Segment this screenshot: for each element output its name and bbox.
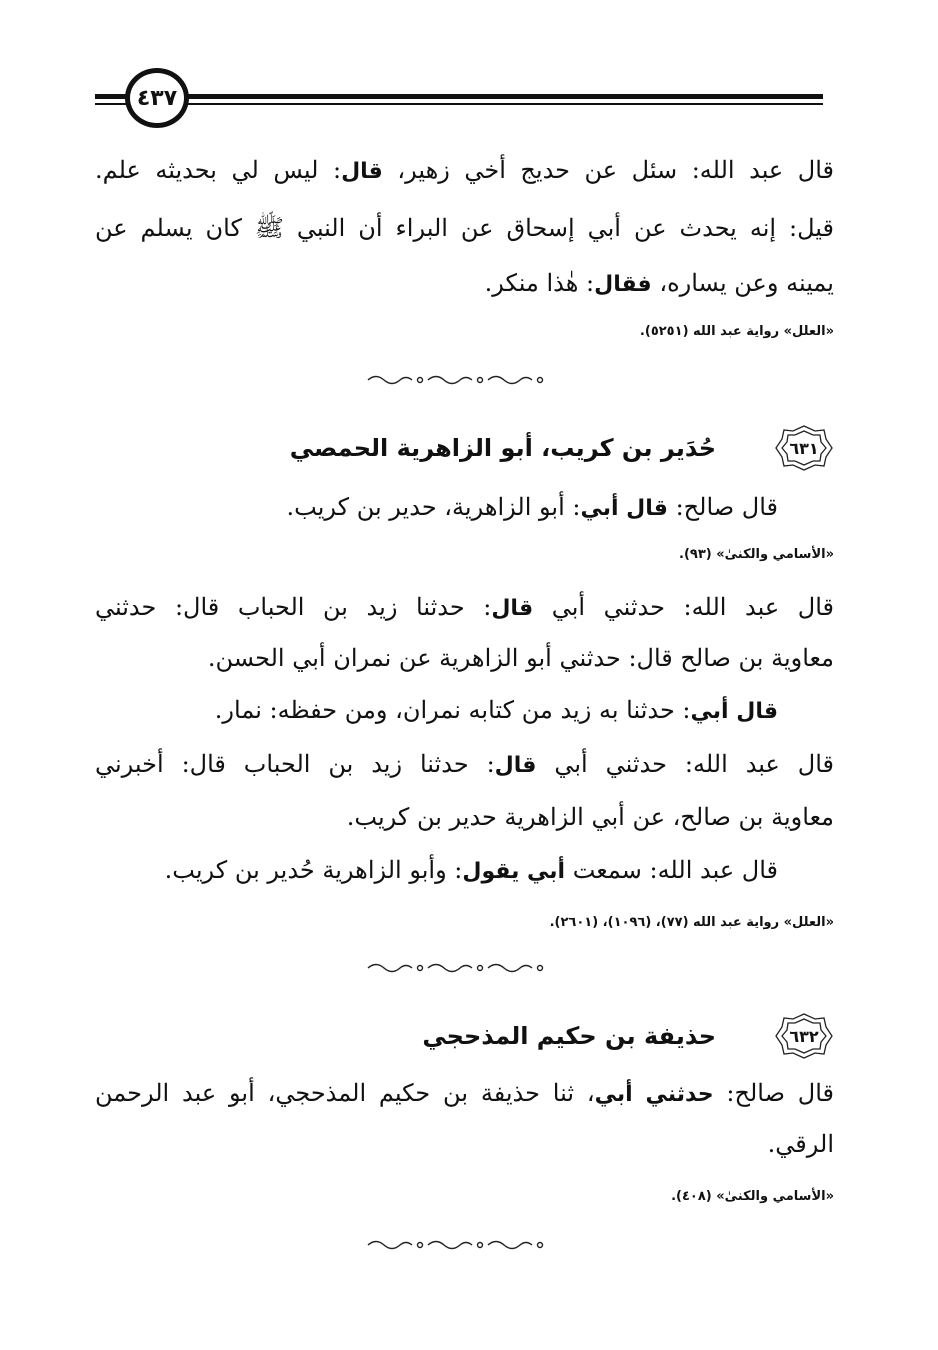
header-rule [95, 94, 823, 99]
page-number: ٤٣٧ [136, 85, 178, 111]
paragraph-line: قال صالح: قال أبي: أبو الزاهرية، حدير بن كريب. [286, 493, 778, 521]
paragraph-line: قال عبد الله: حدثني أبي قال: حدثنا زيد بن الحباب قال: أخبرني [95, 750, 834, 778]
paragraph-line: قال عبد الله: سئل عن حديج أخي زهير، قال: ليس لي بحديثه علم. [95, 156, 834, 184]
paragraph-line: قال عبد الله: حدثني أبي قال: حدثنا زيد بن الحباب قال: حدثني [95, 593, 834, 621]
ornament-divider [360, 960, 550, 976]
paragraph-line: معاوية بن صالح قال: حدثني أبو الزاهرية عن نمران أبي الحسن. [207, 644, 834, 672]
ornament-divider [360, 372, 550, 388]
entry-title: حُدَير بن كريب، أبو الزاهرية الحمصي [289, 434, 716, 462]
page-number-badge [125, 68, 189, 128]
ornament-divider [360, 1237, 550, 1253]
source-citation: «الأسامي والكنىٰ» (٩٣). [679, 547, 834, 562]
paragraph-line: معاوية بن صالح، عن أبي الزاهرية حدير بن كريب. [346, 803, 834, 831]
source-citation: «الأسامي والكنىٰ» (٤٠٨). [671, 1189, 834, 1204]
entry-number-badge [774, 1012, 834, 1060]
paragraph-line: قال أبي: حدثنا به زيد من كتابه نمران، ومن حفظه: نمار. [214, 696, 778, 724]
entry-number-badge [774, 424, 834, 472]
entry-heading [95, 1012, 834, 1060]
paragraph-line: قال عبد الله: سمعت أبي يقول: وأبو الزاهرية حُدير بن كريب. [164, 856, 778, 884]
paragraph-line: قيل: إنه يحدث عن أبي إسحاق عن البراء أن النبي ﷺ كان يسلم عن [95, 214, 834, 242]
page-header [95, 68, 823, 128]
entry-title: حذيفة بن حكيم المذحجي [422, 1022, 716, 1050]
source-citation: «العلل» رواية عبد الله (٥٢٥١). [639, 324, 834, 339]
paragraph-line: الرقي. [767, 1130, 834, 1158]
paragraph-line: قال صالح: حدثني أبي، ثنا حذيفة بن حكيم المذحجي، أبو عبد الرحمن [95, 1079, 835, 1107]
entry-number: ٦٣١ [789, 438, 819, 458]
source-citation: «العلل» رواية عبد الله (٧٧)، (١٠٩٦)، (٢٦٠١). [549, 915, 834, 930]
paragraph-line: يمينه وعن يساره، فقال: هٰذا منكر. [484, 269, 834, 297]
entry-heading [95, 424, 834, 472]
entry-number: ٦٣٢ [789, 1026, 819, 1046]
header-rule-thin [95, 103, 823, 105]
